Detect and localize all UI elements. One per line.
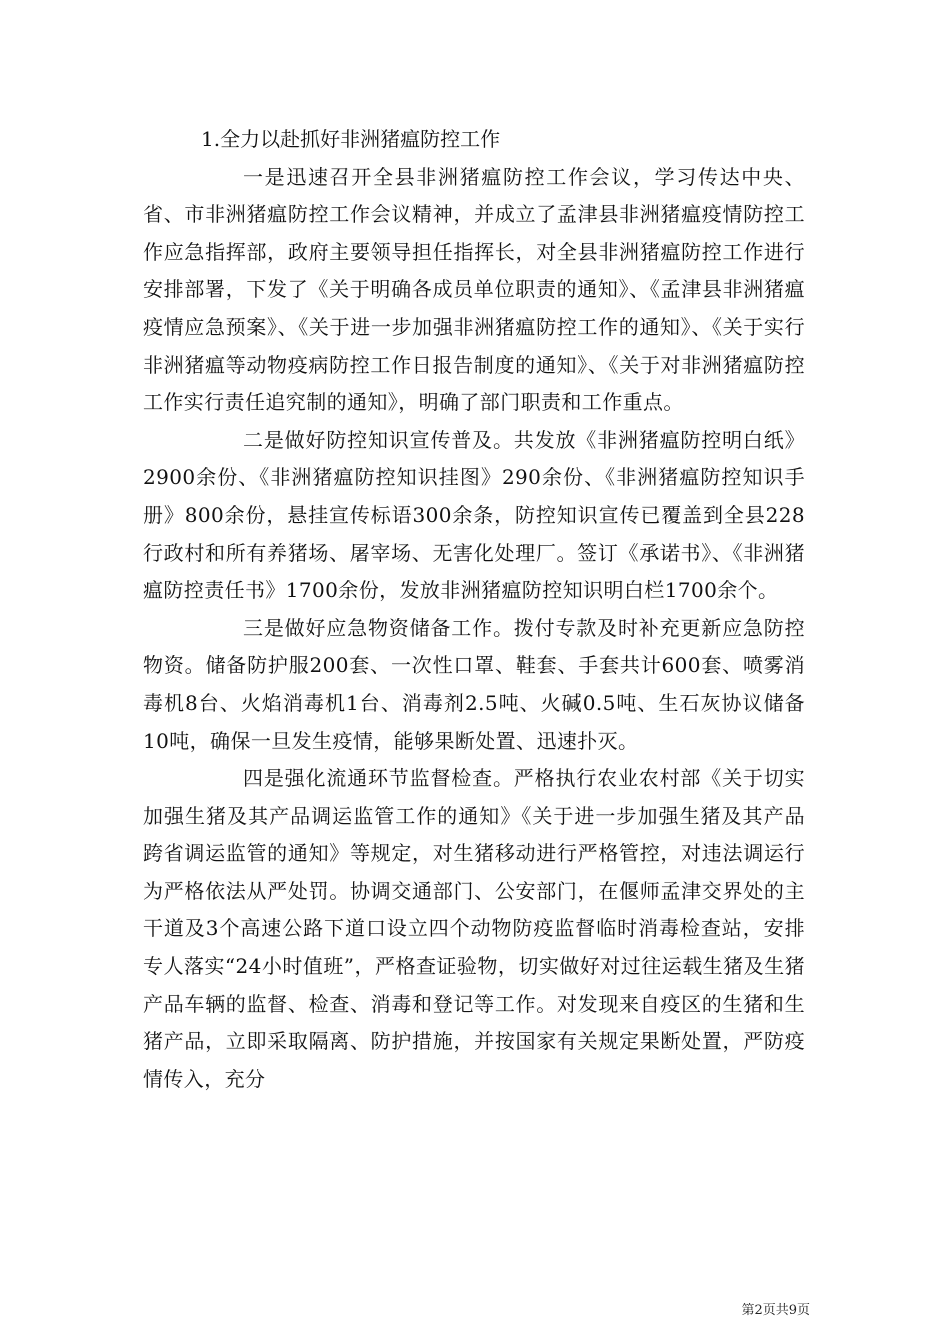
paragraph-publicity: 二是做好防控知识宣传普及。共发放《非洲猪瘟防控明白纸》2900余份、《非洲猪瘟防控知识挂图》290余份、《非洲猪瘟防控知识手册》800余份，悬挂宣传标语300余条，防控知识宣传已覆盖到全县228行政村和所有养猪场、屠宰场、无害化处理厂。签订《承诺书》、《非洲猪瘟防控责任书》1700余份，发放非洲猪瘟防控知识明白栏1700余个。 [143, 427, 805, 603]
paragraph-supplies: 三是做好应急物资储备工作。拨付专款及时补充更新应急防控物资。储备防护服200套、一次性口罩、鞋套、手套共计600套、喷雾消毒机8台、火焰消毒机1台、消毒剂2.5吨、火碱0.5吨、生石灰协议储备10吨，确保一旦发生疫情，能够果断处置、迅速扑灭。 [143, 615, 805, 753]
paragraph-inspection: 四是强化流通环节监督检查。严格执行农业农村部《关于切实加强生猪及其产品调运监管工作的通知》《关于进一步加强生猪及其产品跨省调运监管的通知》等规定，对生猪移动进行严格管控，对违法调运行为严格依法从严处罚。协调交通部门、公安部门，在偃师孟津交界处的主干道及3个高速公路下道口设立四个动物防疫监督临时消毒检查站，安排专人落实“24小时值班”，严格查证验物，切实做好对过往运载生猪及生猪产品车辆的监督、检查、消毒和登记等工作。对发现来自疫区的生猪和生猪产品，立即采取隔离、防护措施，并按国家有关规定果断处置，严防疫情传入，充分 [143, 766, 805, 1091]
paragraph-meeting: 一是迅速召开全县非洲猪瘟防控工作会议，学习传达中央、省、市非洲猪瘟防控工作会议精神，并成立了孟津县非洲猪瘟疫情防控工作应急指挥部，政府主要领导担任指挥长，对全县非洲猪瘟防控工作进行安排部署，下发了《关于明确各成员单位职责的通知》、《孟津县非洲猪瘟疫情应急预案》、《关于进一步加强非洲猪瘟防控工作的通知》、《关于实行非洲猪瘟等动物疫病防控工作日报告制度的通知》、《关于对非洲猪瘟防控工作实行责任追究制的通知》，明确了部门职责和工作重点。 [143, 164, 805, 415]
page-number: 第2页共9页 [741, 1303, 810, 1318]
section-heading: 1.全力以赴抓好非洲猪瘟防控工作 [201, 127, 501, 151]
document-body [143, 121, 805, 1098]
